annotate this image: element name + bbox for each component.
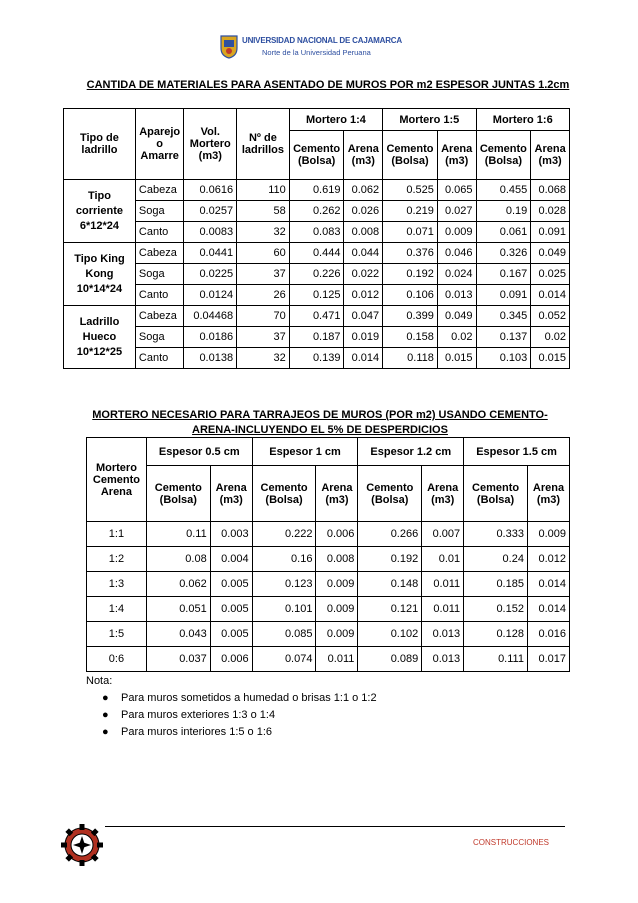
value-cell: 0.065 [437,180,476,201]
header-mortero-1-5: Mortero 1:5 [383,109,476,131]
header-cemento: Cemento (Bolsa) [289,131,344,180]
value-cell: 0.017 [527,647,569,672]
value-cell: 0.006 [210,647,252,672]
value-cell: 0.326 [476,243,531,264]
value-cell: 0.013 [422,622,464,647]
value-cell: 0.089 [358,647,422,672]
footer-rule [105,826,565,827]
value-cell: 0.345 [476,306,531,327]
value-cell: 0.047 [344,306,383,327]
header-arena: Arena (m3) [527,466,569,522]
value-cell: 0.005 [210,597,252,622]
header-cemento: Cemento (Bolsa) [252,466,316,522]
header-cemento: Cemento (Bolsa) [476,131,531,180]
value-cell: 0.125 [289,285,344,306]
value-cell: 0.013 [422,647,464,672]
plastering-mortar-table [86,437,570,672]
table-row [64,306,570,327]
value-cell: 0.399 [383,306,438,327]
value-cell: 0.061 [476,222,531,243]
value-cell: 0.16 [252,547,316,572]
table-row [64,180,570,201]
value-cell: 0.192 [383,264,438,285]
value-cell: 0.222 [252,522,316,547]
mix-ratio-cell: 1:1 [87,522,147,547]
value-cell: 0.118 [383,348,438,369]
bullet-icon: ● [102,692,109,704]
value-cell: 110 [237,180,290,201]
page-header [220,35,440,61]
value-cell: 26 [237,285,290,306]
aparejo-cell: Canto [135,222,184,243]
table2-title-line2: ARENA-INCLUYENDO EL 5% DE DESPERDICIOS [192,424,448,436]
value-cell: 0.027 [437,201,476,222]
value-cell: 37 [237,264,290,285]
value-cell: 0.444 [289,243,344,264]
value-cell: 0.012 [344,285,383,306]
value-cell: 0.167 [476,264,531,285]
value-cell: 0.011 [316,647,358,672]
header-arena: Arena (m3) [344,131,383,180]
header-vol-mortero: Vol. Mortero (m3) [184,109,237,180]
value-cell: 0.262 [289,201,344,222]
value-cell: 32 [237,222,290,243]
value-cell: 0.016 [527,622,569,647]
value-cell: 0.005 [210,622,252,647]
mix-ratio-cell: 1:4 [87,597,147,622]
value-cell: 0.062 [344,180,383,201]
value-cell: 0.01 [422,547,464,572]
value-cell: 0.025 [531,264,570,285]
value-cell: 0.24 [464,547,528,572]
value-cell: 0.014 [527,572,569,597]
note-item [86,690,377,707]
note-item-text: Para muros sometidos a humedad o brisas 1:1 o 1:2 [121,692,377,704]
aparejo-cell: Soga [135,264,184,285]
value-cell: 70 [237,306,290,327]
header-espesor-1-2: Espesor 1.2 cm [358,438,464,466]
value-cell: 0.012 [527,547,569,572]
value-cell: 0.043 [146,622,210,647]
value-cell: 0.128 [464,622,528,647]
value-cell: 0.019 [344,327,383,348]
value-cell: 0.003 [210,522,252,547]
table-row [64,222,570,243]
header-espesor-0-5: Espesor 0.5 cm [146,438,252,466]
value-cell: 0.009 [316,572,358,597]
value-cell: 58 [237,201,290,222]
value-cell: 0.083 [289,222,344,243]
value-cell: 0.152 [464,597,528,622]
mix-ratio-cell: 1:3 [87,572,147,597]
table-row [87,597,570,622]
value-cell: 0.007 [422,522,464,547]
header-cemento: Cemento (Bolsa) [383,131,438,180]
aparejo-cell: Cabeza [135,243,184,264]
table2-title-line1: MORTERO NECESARIO PARA TARRAJEOS DE MUROS (POR m2) USANDO CEMENTO- [92,409,548,421]
value-cell: 0.022 [344,264,383,285]
header-arena: Arena (m3) [531,131,570,180]
note-title: Nota: [86,675,113,687]
aparejo-cell: Soga [135,327,184,348]
value-cell: 0.123 [252,572,316,597]
header-mortero-cemento-arena: Mortero Cemento Arena [87,438,147,522]
aparejo-cell: Soga [135,201,184,222]
value-cell: 0.226 [289,264,344,285]
header-mortero-1-4: Mortero 1:4 [289,109,382,131]
note-list [86,690,377,741]
value-cell: 0.148 [358,572,422,597]
value-cell: 0.0257 [184,201,237,222]
value-cell: 0.013 [437,285,476,306]
value-cell: 37 [237,327,290,348]
value-cell: 0.062 [146,572,210,597]
header-cemento: Cemento (Bolsa) [358,466,422,522]
value-cell: 0.04468 [184,306,237,327]
header-arena: Arena (m3) [210,466,252,522]
value-cell: 0.009 [437,222,476,243]
value-cell: 0.0138 [184,348,237,369]
value-cell: 0.014 [531,285,570,306]
value-cell: 0.024 [437,264,476,285]
value-cell: 0.028 [531,201,570,222]
value-cell: 0.158 [383,327,438,348]
mix-ratio-cell: 1:5 [87,622,147,647]
value-cell: 0.185 [464,572,528,597]
value-cell: 0.187 [289,327,344,348]
header-num-ladrillos: Nº de ladrillos [237,109,290,180]
header-mortero-1-6: Mortero 1:6 [476,109,569,131]
note-item [86,707,377,724]
value-cell: 0.219 [383,201,438,222]
value-cell: 0.009 [316,597,358,622]
header-cemento: Cemento (Bolsa) [146,466,210,522]
value-cell: 0.046 [437,243,476,264]
header-aparejo: Aparejo o Amarre [135,109,184,180]
value-cell: 0.009 [527,522,569,547]
value-cell: 0.008 [316,547,358,572]
bricklaying-materials-table [63,108,570,369]
value-cell: 0.121 [358,597,422,622]
header-cemento: Cemento (Bolsa) [464,466,528,522]
brick-type-cell: Tipo corriente 6*12*24 [64,180,136,243]
value-cell: 0.111 [464,647,528,672]
mix-ratio-cell: 1:2 [87,547,147,572]
value-cell: 0.103 [476,348,531,369]
value-cell: 0.011 [422,597,464,622]
footer-label: CONSTRUCCIONES [473,838,550,847]
value-cell: 0.005 [210,572,252,597]
header-arena: Arena (m3) [316,466,358,522]
value-cell: 0.091 [531,222,570,243]
table-row [64,348,570,369]
value-cell: 0.0186 [184,327,237,348]
value-cell: 0.0124 [184,285,237,306]
aparejo-cell: Canto [135,285,184,306]
table2-title [86,408,554,438]
value-cell: 0.08 [146,547,210,572]
value-cell: 0.137 [476,327,531,348]
aparejo-cell: Canto [135,348,184,369]
value-cell: 0.015 [531,348,570,369]
bullet-icon: ● [102,726,109,738]
value-cell: 0.0225 [184,264,237,285]
table-row [64,285,570,306]
value-cell: 0.455 [476,180,531,201]
value-cell: 0.19 [476,201,531,222]
value-cell: 0.02 [437,327,476,348]
aparejo-cell: Cabeza [135,180,184,201]
value-cell: 0.525 [383,180,438,201]
value-cell: 0.052 [531,306,570,327]
note-item-text: Para muros interiores 1:5 o 1:6 [121,726,273,738]
value-cell: 0.037 [146,647,210,672]
mix-ratio-cell: 0:6 [87,647,147,672]
table-row [87,522,570,547]
value-cell: 0.008 [344,222,383,243]
university-tagline: Norte de la Universidad Peruana [262,48,371,57]
table-row [64,201,570,222]
value-cell: 0.266 [358,522,422,547]
value-cell: 0.139 [289,348,344,369]
bullet-icon: ● [102,709,109,721]
value-cell: 0.102 [358,622,422,647]
value-cell: 32 [237,348,290,369]
note-item [86,724,377,741]
value-cell: 0.015 [437,348,476,369]
value-cell: 0.014 [344,348,383,369]
value-cell: 0.0616 [184,180,237,201]
value-cell: 0.091 [476,285,531,306]
value-cell: 0.333 [464,522,528,547]
header-espesor-1-5: Espesor 1.5 cm [464,438,570,466]
value-cell: 0.106 [383,285,438,306]
table-row [87,622,570,647]
table-row [64,264,570,285]
value-cell: 0.101 [252,597,316,622]
value-cell: 60 [237,243,290,264]
value-cell: 0.376 [383,243,438,264]
value-cell: 0.071 [383,222,438,243]
header-arena: Arena (m3) [422,466,464,522]
note-section [86,675,377,741]
value-cell: 0.011 [422,572,464,597]
value-cell: 0.014 [527,597,569,622]
table1-title: CANTIDA DE MATERIALES PARA ASENTADO DE MUROS POR m2 ESPESOR JUNTAS 1.2cm [86,79,570,91]
table-row [64,327,570,348]
value-cell: 0.009 [316,622,358,647]
value-cell: 0.192 [358,547,422,572]
value-cell: 0.006 [316,522,358,547]
value-cell: 0.471 [289,306,344,327]
brick-type-cell: Tipo King Kong 10*14*24 [64,243,136,306]
university-shield-logo [220,35,238,59]
header-espesor-1: Espesor 1 cm [252,438,358,466]
value-cell: 0.051 [146,597,210,622]
table-row [87,547,570,572]
header-tipo-ladrillo: Tipo de ladrillo [64,109,136,180]
value-cell: 0.02 [531,327,570,348]
value-cell: 0.068 [531,180,570,201]
table-row [87,572,570,597]
aparejo-cell: Cabeza [135,306,184,327]
value-cell: 0.074 [252,647,316,672]
value-cell: 0.0441 [184,243,237,264]
value-cell: 0.049 [531,243,570,264]
value-cell: 0.026 [344,201,383,222]
brick-type-cell: Ladrillo Hueco 10*12*25 [64,306,136,369]
table-row [64,243,570,264]
table-row [87,647,570,672]
value-cell: 0.0083 [184,222,237,243]
university-name: UNIVERSIDAD NACIONAL DE CAJAMARCA [242,36,402,45]
value-cell: 0.044 [344,243,383,264]
value-cell: 0.004 [210,547,252,572]
value-cell: 0.049 [437,306,476,327]
value-cell: 0.11 [146,522,210,547]
header-arena: Arena (m3) [437,131,476,180]
note-item-text: Para muros exteriores 1:3 o 1:4 [121,709,276,721]
value-cell: 0.619 [289,180,344,201]
value-cell: 0.085 [252,622,316,647]
gear-emblem-logo [60,823,104,867]
